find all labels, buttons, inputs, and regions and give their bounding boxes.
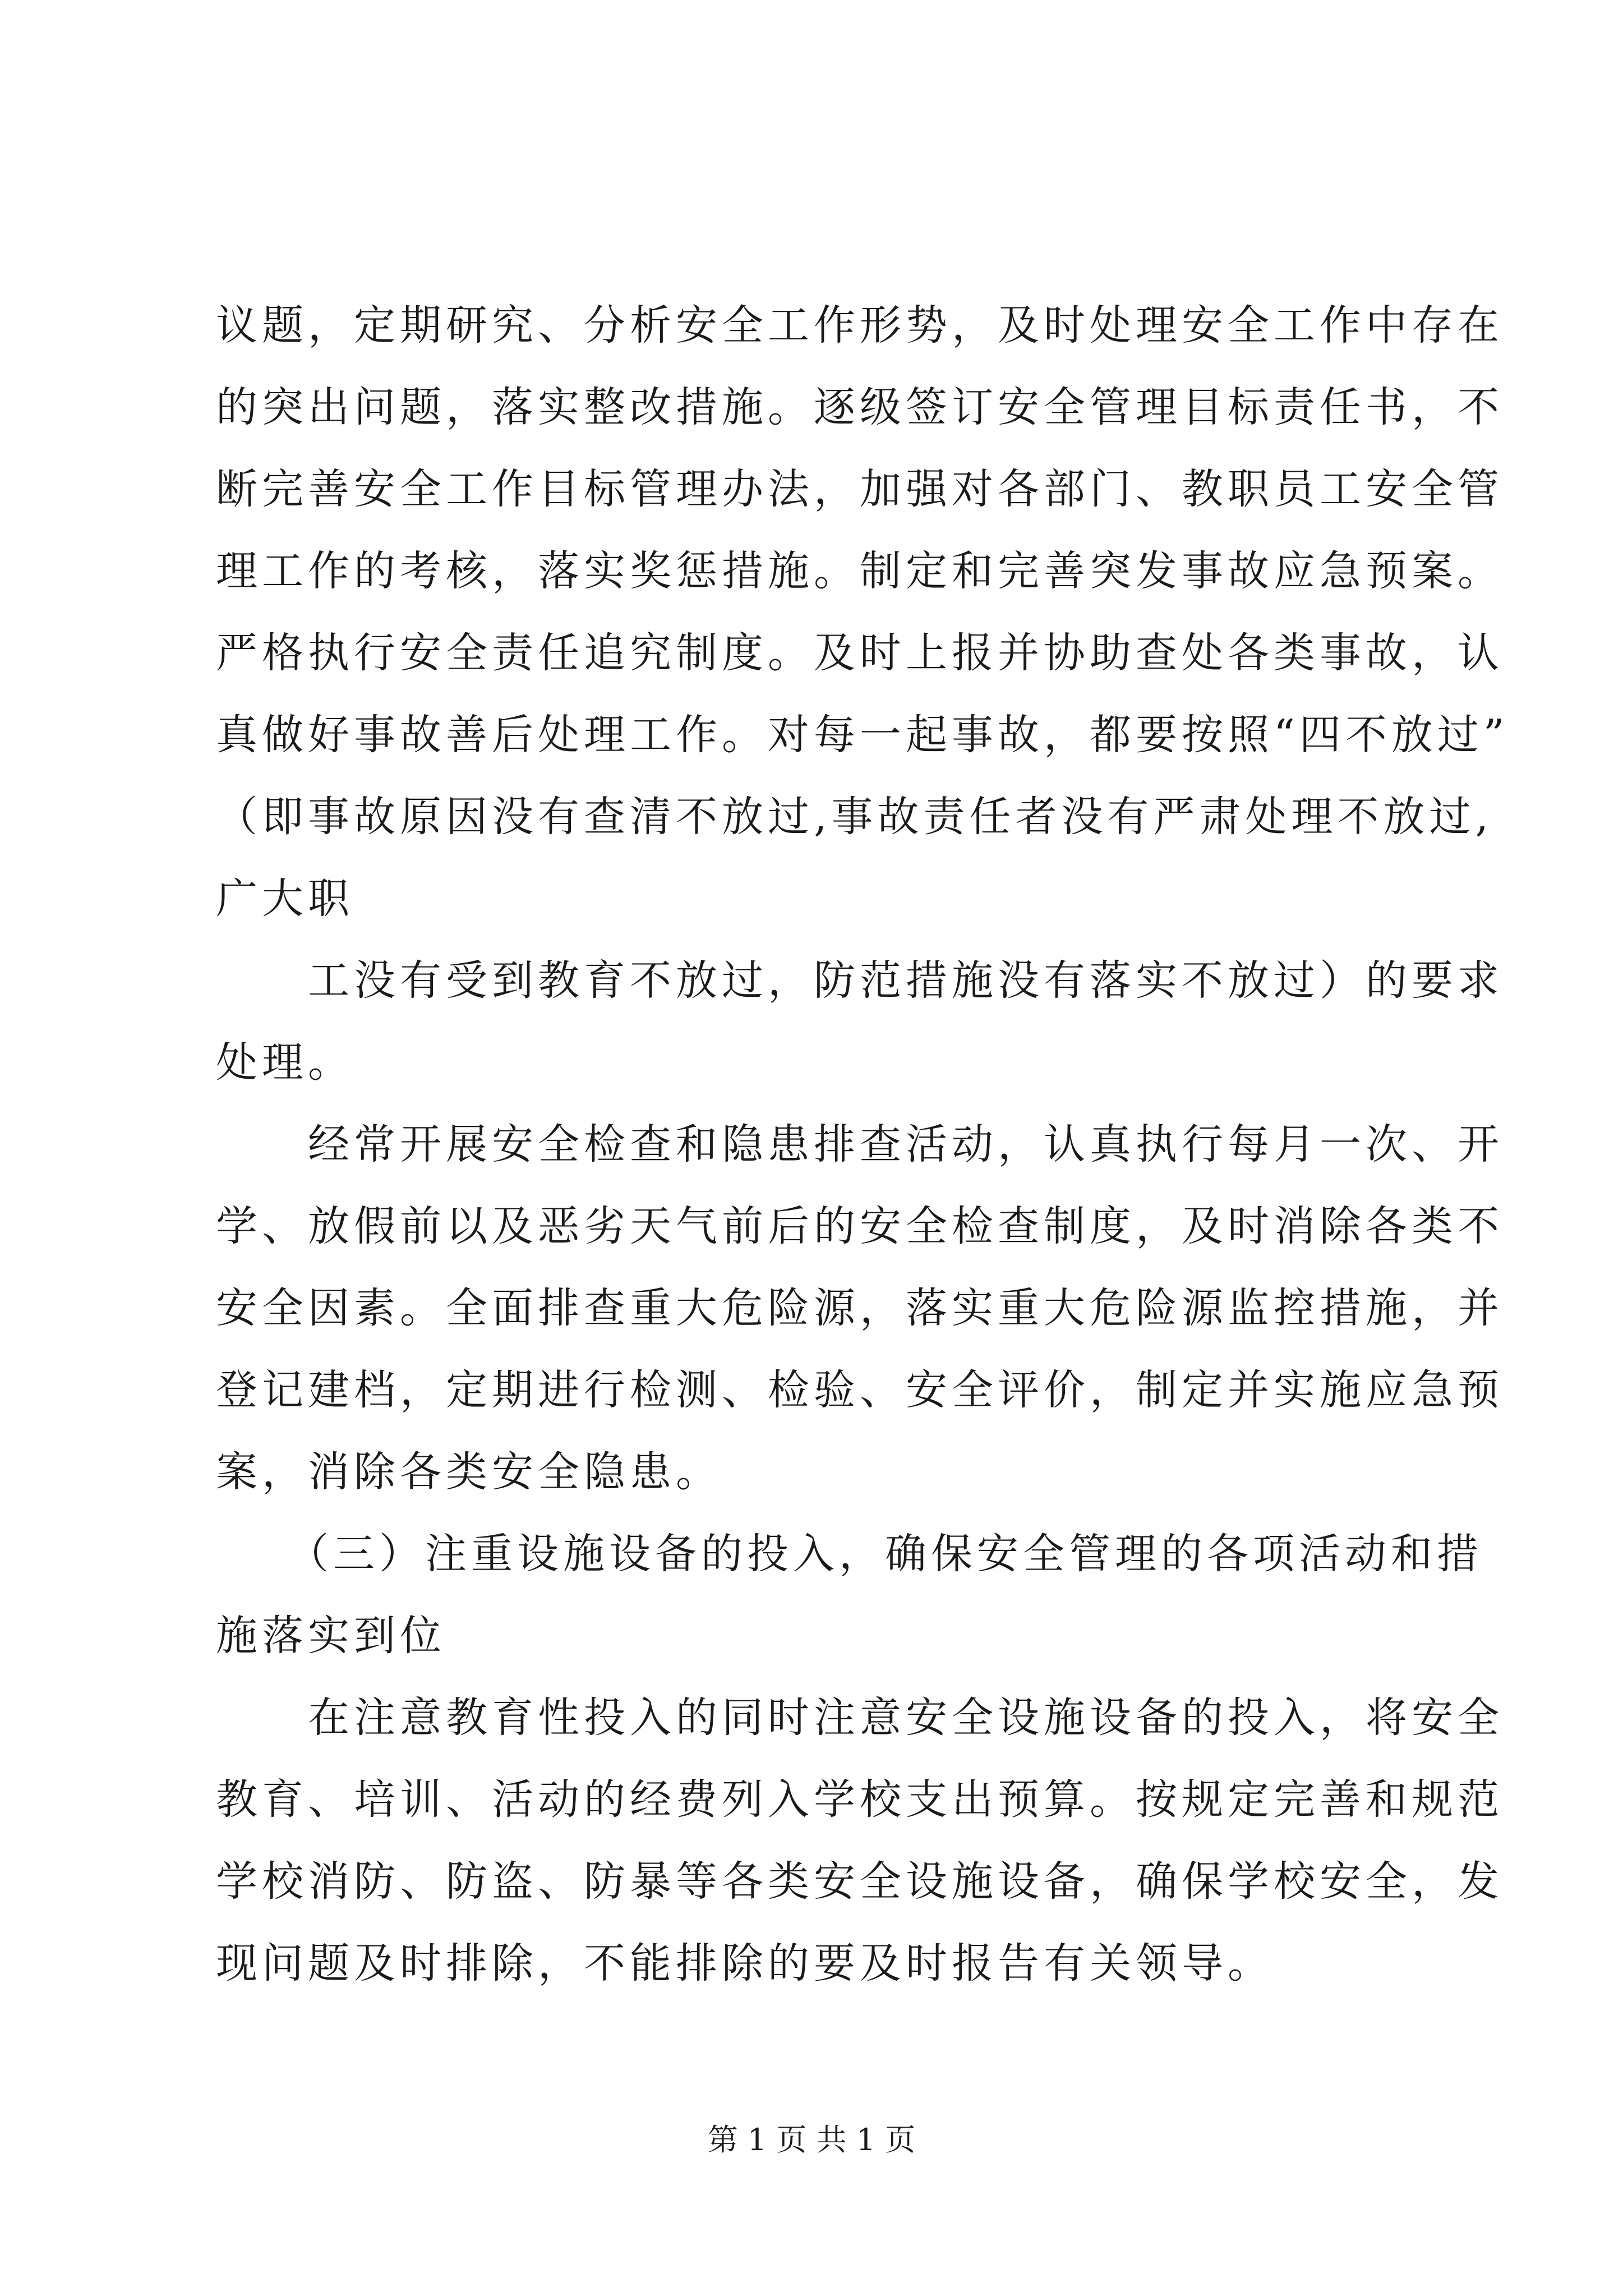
section-heading: （三）注重设施设备的投入，确保安全管理的各项活动和措 — [216, 1530, 1483, 1578]
text-line: 的突出问题，落实整改措施。逐级签订安全管理目标责任书，不 — [216, 383, 1504, 431]
text-line: 经常开展安全检查和隐患排查活动，认真执行每月一次、开 — [216, 1120, 1504, 1168]
text-line: 在注意教育性投入的同时注意安全设施设备的投入，将安全 — [216, 1694, 1504, 1742]
text-line: 严格执行安全责任追究制度。及时上报并协助查处各类事故，认 — [216, 629, 1504, 677]
text-line: 断完善安全工作目标管理办法，加强对各部门、教职员工安全管 — [216, 465, 1504, 513]
text-line: 学、放假前以及恶劣天气前后的安全检查制度，及时消除各类不 — [216, 1202, 1504, 1250]
section-heading: 施落实到位 — [216, 1612, 446, 1660]
text-line: 安全因素。全面排查重大危险源，落实重大危险源监控措施，并 — [216, 1284, 1504, 1332]
text-line: 教育、培训、活动的经费列入学校支出预算。按规定完善和规范 — [216, 1775, 1504, 1824]
text-line: 处理。 — [216, 1038, 354, 1087]
text-line: 现问题及时排除，不能排除的要及时报告有关领导。 — [216, 1939, 1274, 1987]
text-line: 真做好事故善后处理工作。对每一起事故，都要按照“四不放过” — [216, 711, 1509, 759]
text-line: 议题，定期研究、分析安全工作形势，及时处理安全工作中存在 — [216, 301, 1504, 349]
text-line: 登记建档，定期进行检测、检验、安全评价，制定并实施应急预 — [216, 1366, 1504, 1414]
text-line: 广大职 — [216, 875, 354, 923]
text-line: 学校消防、防盗、防暴等各类安全设施设备，确保学校安全，发 — [216, 1857, 1504, 1906]
text-line: 理工作的考核，落实奖惩措施。制定和完善突发事故应急预案。 — [216, 547, 1504, 595]
text-line: 案，消除各类安全隐患。 — [216, 1448, 722, 1496]
text-line: 工没有受到教育不放过，防范措施没有落实不放过）的要求 — [216, 956, 1504, 1005]
text-line: （即事故原因没有查清不放过,事故责任者没有严肃处理不放过, — [216, 793, 1493, 841]
page-footer: 第 1 页 共 1 页 — [707, 2122, 916, 2157]
